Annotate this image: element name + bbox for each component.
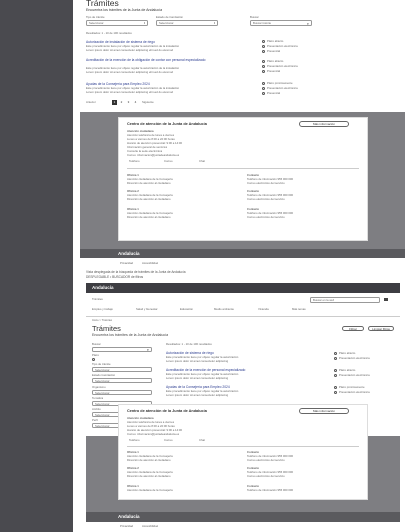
status-icon [262,92,265,95]
phone-link[interactable]: Teléfono [129,160,140,163]
sidebar-select[interactable]: Seleccionar [92,390,152,395]
status-icon [334,369,337,372]
office-line: Dirección de atención al ciudadano [127,198,171,201]
office-line: Teléfono de información 955 000 000 [247,212,294,215]
top-navbar [86,283,400,293]
status-label: Presencial [267,50,281,53]
caption-sub: DESPLEGABLE • BUSCADOR de filtros [86,275,144,279]
status-icon [334,386,337,389]
sidebar-search-input[interactable] [92,347,152,352]
status-icon [262,70,265,73]
footer-brand-bar [80,249,405,258]
sidebar-label: Tipo de trámite [92,363,111,366]
result-desc: Este procedimiento tiene por objeto regular la autorización de la instalación [86,67,180,70]
result-title[interactable]: Ayudas de la Consejería para Empleo 2024 [86,82,150,86]
result-desc: Lorem ipsum dolor sit amet consectetur adipiscing [166,360,229,363]
footer-link[interactable]: Privacidad [120,262,134,265]
sidebar-select[interactable]: Seleccionar [92,378,152,383]
office-line: Dirección de atención al ciudadano [127,182,171,185]
nav-tab[interactable]: Vivienda [258,308,269,311]
result-desc: Lorem ipsum dolor sit amet consectetur adipiscing elit sed do eiusmod [86,71,174,74]
result-desc: Este procedimiento tiene por objeto regular la autorización [166,373,239,376]
site-search-input[interactable]: Buscar en la web [310,297,380,303]
status-icon [262,40,265,43]
office-heading: Oficina 2 [127,190,139,193]
sidebar-select[interactable]: Seleccionar [92,367,152,372]
contact-line: Atención ciudadana [127,417,154,420]
office-line: Correo electrónico del servicio [247,198,285,201]
phone-link[interactable]: Teléfono [129,439,140,442]
contact-line: Lunes a viernes de 8:00 a 22:00 horas [127,138,175,141]
contact-title: Centro de atención de la Junta de Andalucía [127,122,207,126]
office-line: Dirección de atención al ciudadano [127,459,171,462]
nav-tab[interactable]: Educación [180,308,194,311]
result-desc: Lorem ipsum dolor sit amet consectetur adipiscing [166,394,229,397]
sidebar-select[interactable]: Seleccionar [92,412,152,417]
contact-title: Centro de atención de la Junta de Andalucía [127,409,207,413]
result-desc: Lorem ipsum dolor sit amet consectetur adipiscing elit sed do eiusmod [86,49,174,52]
status-label: Presentación electrónica [267,45,298,48]
contact-line: Correo: informacion@juntadeandalucia.es [127,433,180,436]
page-title: Trámites [86,0,119,8]
office-line: Dirección de atención al ciudadano [127,216,171,219]
result-desc: Lorem ipsum dolor sit amet consectetur adipiscing elit sed do eiusmod [86,91,174,94]
filter-search-label: Buscar [250,16,259,19]
office-line: Correo electrónico del servicio [247,216,285,219]
office-line: Teléfono de información 955 000 000 [247,455,294,458]
status-label: Presentación electrónica [339,374,370,377]
office-line: Correo electrónico del servicio [247,182,285,185]
divider [127,446,359,447]
office-line: Atención ciudadana de la Consejería [127,194,173,197]
status-icon [334,357,337,360]
office-line: Atención ciudadana de la Consejería [127,212,173,215]
filter-type-label: Tipo de trámite [86,16,105,19]
filter-admin-label: Estado de tramitación [156,16,184,19]
brand-logo[interactable]: Andalucía [92,285,114,290]
page-title: Trámites [92,324,121,333]
left-rail [0,0,73,532]
contact-line: Horario de atención presencial: 9:00 a 14:00 [127,429,183,432]
sidebar-select[interactable]: Seleccionar [92,423,152,428]
chevron-down-icon: ▾ [213,22,215,25]
footer-link[interactable]: Privacidad [120,525,134,528]
status-label: Presentación electrónica [339,357,370,360]
status-icon [262,65,265,68]
sidebar-select[interactable]: Seleccionar [92,401,152,406]
more-info-button[interactable]: Más información [299,408,349,414]
results-heading: Resultados: 1 - 10 de 100 resultados [86,32,132,35]
clear-filters-button[interactable]: Limpiar filtros [368,326,394,331]
nav-tab[interactable]: Más temas [292,308,306,311]
office-heading: Contacto [247,451,260,454]
result-title[interactable]: Ayudas de la Consejería para Empleo 2024 [166,385,230,389]
sidebar-label: Temática [92,397,104,400]
result-desc: Este procedimiento tiene por objeto regular la autorización de la instalación [86,45,180,48]
page-subtitle: Encuentra los trámites de la Junta de Andalucía [92,333,169,337]
office-heading: Oficina 2 [127,467,139,470]
nav-tab[interactable]: Salud y bienestar [136,308,158,311]
sidebar-label: Ámbito [92,408,101,411]
pagination-page[interactable]: 4 [134,100,137,104]
office-line: Teléfono de información 955 000 000 [247,178,294,181]
sidebar-label: Plazo [92,354,99,357]
divider [86,316,400,317]
contact-panel [118,404,368,500]
contact-line: Atención telefónica de lunes a viernes [127,421,175,424]
status-icon [262,45,265,48]
contact-line: Lunes a viernes de 8:00 a 22:00 horas [127,425,175,428]
search-icon: ⌕ [146,348,149,352]
office-line: Dirección de atención al ciudadano [127,475,171,478]
office-heading: Oficina 1 [127,485,139,488]
contact-line: Horario de atención presencial: 9:00 a 14:00 [127,142,183,145]
status-icon [334,374,337,377]
result-desc: Este procedimiento tiene por objeto regular la autorización de la instalación [86,87,180,90]
sidebar-label: Organismo [92,386,106,389]
status-label: Plazo abierto [267,60,284,63]
divider [127,168,359,169]
status-label: Presentación electrónica [339,391,370,394]
status-icon [334,391,337,394]
footer-brand-bar [86,512,400,522]
brand-logo: Andalucía [118,250,140,256]
status-icon [262,82,265,85]
pagination-page[interactable]: 2 [120,100,123,104]
contact-line: Correo: informacion@juntadeandalucia.es [127,154,180,157]
search-input[interactable]: Buscar trámite ⌕ [250,20,312,26]
sidebar-label: Buscar [92,343,101,346]
office-line: Teléfono de información 955 000 000 [247,489,294,492]
nav-tab[interactable]: Medio ambiente [214,308,234,311]
office-heading: Oficina 1 [127,208,139,211]
status-label: Presentación electrónica [267,65,298,68]
mail-link[interactable]: Correo [164,439,173,442]
status-icon [334,352,337,355]
office-heading: Contacto [247,485,260,488]
search-icon: ⌕ [306,21,309,26]
contact-line: Atención ciudadana [127,130,154,133]
contact-line: Consulte la sede electrónica [127,150,163,153]
contact-panel [118,117,368,241]
filter-button[interactable]: Filtrar [342,326,364,331]
result-desc: Este procedimiento tiene por objeto regular la autorización [166,390,239,393]
result-title[interactable]: Acreditación de la exención de la obligación de contar con personal especializado [86,58,206,62]
office-line: Atención ciudadana de la Consejería [127,178,173,181]
status-label: Plazo próximamente [267,82,293,85]
chevron-down-icon: ▾ [143,22,145,25]
office-heading: Oficina 1 [127,451,139,454]
contact-line: Atención telefónica de lunes a viernes [127,134,175,137]
office-line: Atención ciudadana de la Consejería [127,455,173,458]
site-name[interactable]: Trámites [92,298,103,301]
filter-type-select[interactable]: Seleccionar ▾ [86,20,148,26]
footer-link[interactable]: Accesibilidad [142,262,159,265]
status-label: Presencial [267,70,281,73]
status-label: Presentación electrónica [267,87,298,90]
chat-link[interactable]: Chat [199,160,205,163]
office-heading: Oficina 1 [127,174,139,177]
nav-tab[interactable]: Empleo y trabajo [92,308,113,311]
result-desc: Lorem ipsum dolor sit amet consectetur adipiscing [166,377,229,380]
office-heading: Contacto [247,208,260,211]
status-label: Plazo abierto [267,40,284,43]
breadcrumb[interactable]: Inicio > Trámites [92,319,113,322]
pagination-page[interactable]: 3 [127,100,130,104]
page-subtitle: Encuentra los trámites de la Junta de Andalucía [86,8,163,12]
pagination-next[interactable]: Siguiente [142,101,154,104]
office-heading: Contacto [247,190,260,193]
office-line: Teléfono de información 955 000 000 [247,194,294,197]
status-icon [262,50,265,53]
filter-admin-select[interactable]: Seleccionar ▾ [156,20,218,26]
result-title[interactable]: Autorización de instalación de sistema de riego [86,40,155,44]
search-icon[interactable] [384,298,388,302]
radio-icon[interactable] [92,358,95,361]
office-heading: Contacto [247,174,260,177]
status-label: Plazo próximamente [339,386,365,389]
status-icon [262,60,265,63]
status-icon [262,87,265,90]
more-info-button[interactable]: Más información [299,121,349,127]
results-heading: Resultados: 1 - 10 de 100 resultados [166,343,212,346]
office-line: Teléfono de información 955 000 000 [247,471,294,474]
design-document [80,0,405,532]
result-title[interactable]: Autorización de sistema de riego [166,351,214,355]
office-line: Correo electrónico del servicio [247,459,285,462]
pagination-page[interactable]: 1 [113,100,116,104]
result-title[interactable]: Acreditación de la exención de personal especializado [166,368,246,372]
caption: Vista desplegada de la búsqueda de trámites de la Junta de Andalucía [86,270,186,274]
status-label: Plazo abierto [339,352,356,355]
sidebar-label: Perfil [92,419,99,422]
brand-logo: Andalucía [118,514,140,519]
pagination-prev[interactable]: Anterior [86,101,96,104]
chat-link[interactable]: Chat [199,439,205,442]
mail-link[interactable]: Correo [164,160,173,163]
footer-link[interactable]: Accesibilidad [142,525,159,528]
result-desc: Este procedimiento tiene por objeto regular la autorización [166,356,239,359]
office-line: Atención ciudadana de la Consejería [127,471,173,474]
status-label: Plazo abierto [339,369,356,372]
office-line: Atención ciudadana de la Consejería [127,489,173,492]
office-heading: Contacto [247,467,260,470]
status-label: Presencial [267,92,281,95]
contact-line: Información general de servicios [127,146,168,149]
office-line: Correo electrónico del servicio [247,475,285,478]
sidebar-label: Estado tramitación [92,374,116,377]
